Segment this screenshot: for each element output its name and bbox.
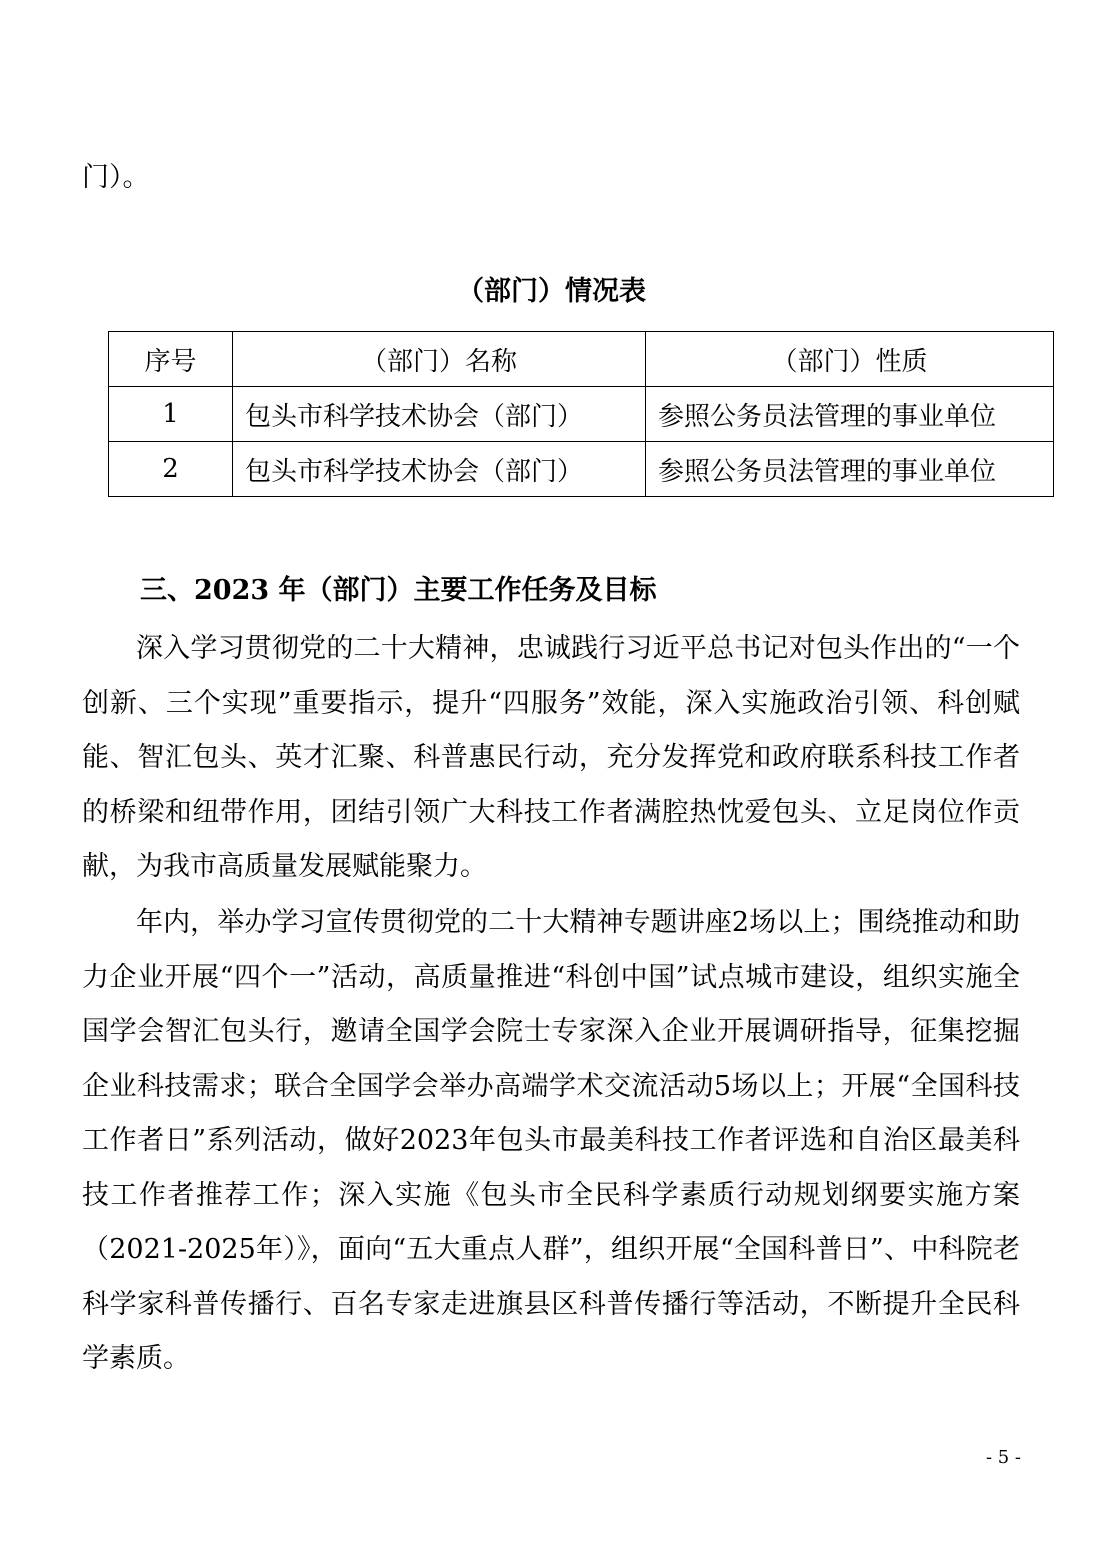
- department-table: [108, 331, 1054, 497]
- section-heading: 三、2023 年（部门）主要工作任务及目标: [140, 575, 657, 606]
- body-paragraph: 年内，举办学习宣传贯彻党的二十大精神专题讲座2场以上；围绕推动和助力企业开展“四个一”活动，高质量推进“科创中国”试点城市建设，组织实施全国学会智汇包头行，邀请全国学会院士专家深入企业开展调研指导，征集挖掘企业科技需求；联合全国学会举办高端学术交流活动5场以上；开展“全国科技工作者日”系列活动，做好2023年包头市最美科技工作者评选和自治区最美科技工作者推荐工作；深入实施《包头市全民科学素质行动规划纲要实施方案（2021-2025年）》，面向“五大重点人群”，组织开展“全国科普日”、中科院老科学家科普传播行、百名专家走进旗县区科普传播行等活动，不断提升全民科学素质。: [82, 907, 1020, 1374]
- table-row: [109, 442, 1054, 497]
- table-title: （部门）情况表: [457, 276, 646, 307]
- row-name: 包头市科学技术协会（部门）: [233, 442, 646, 497]
- body-paragraph: 深入学习贯彻党的二十大精神，忠诚践行习近平总书记对包头作出的“一个创新、三个实现”重要指示，提升“四服务”效能，深入实施政治引领、科创赋能、智汇包头、英才汇聚、科普惠民行动，充分发挥党和政府联系科技工作者的桥梁和纽带作用，团结引领广大科技工作者满腔热忱爱包头、立足岗位作贡献，为我市高质量发展赋能聚力。: [82, 633, 1020, 882]
- header-seq: 序号: [109, 332, 233, 387]
- carryover-text: 门）。: [82, 162, 150, 193]
- row-property: 参照公务员法管理的事业单位: [646, 442, 1054, 497]
- row-property: 参照公务员法管理的事业单位: [646, 387, 1054, 442]
- header-name: （部门）名称: [233, 332, 646, 387]
- header-property: （部门）性质: [646, 332, 1054, 387]
- row-seq: 2: [109, 442, 233, 497]
- row-seq: 1: [109, 387, 233, 442]
- table-header-row: [109, 332, 1054, 387]
- row-name: 包头市科学技术协会（部门）: [233, 387, 646, 442]
- page-number: - 5 -: [985, 1447, 1021, 1468]
- table-row: [109, 387, 1054, 442]
